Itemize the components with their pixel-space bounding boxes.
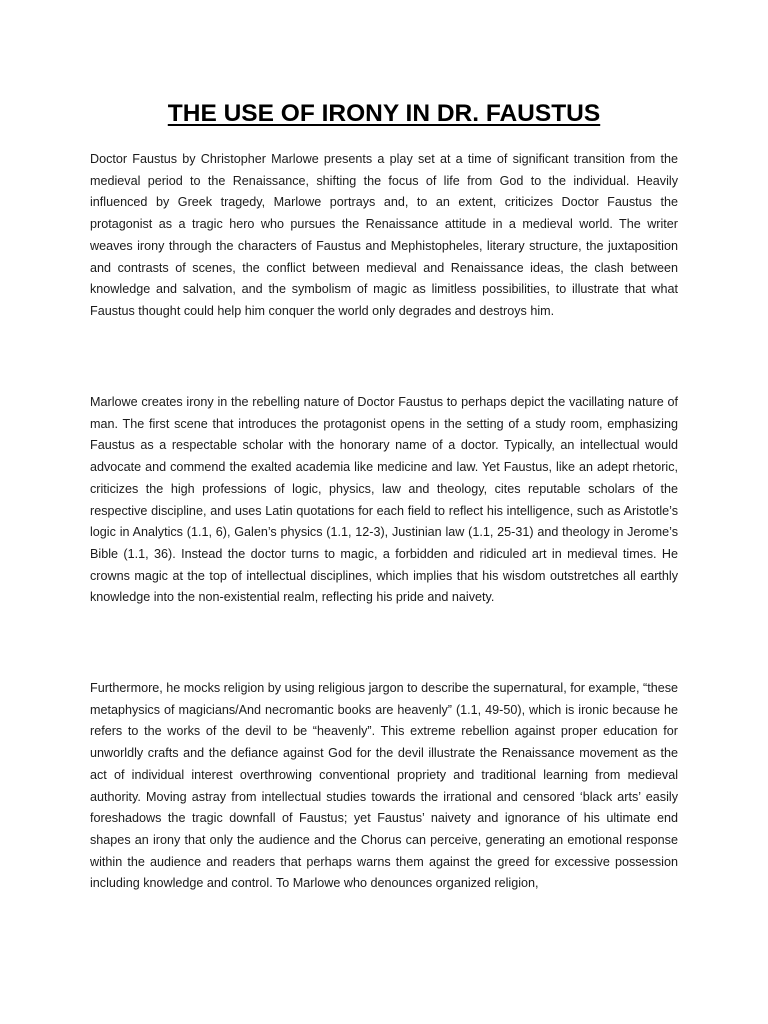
body-paragraph-1: Doctor Faustus by Christopher Marlowe presents a play set at a time of significant transition from the medieval period to the Renaissance, shifting the focus of life from God to the individual. Heavily influenced by Greek tragedy, Marlowe portrays and, to an extent, criticizes Doctor Faustus the protagonist as a tragic hero who pursues the Renaissance attitude in a medieval world. The writer weaves irony through the characters of Faustus and Mephistopheles, literary structure, the juxtaposition and contrasts of scenes, the conflict between medieval and Renaissance ideas, the clash between knowledge and salvation, and the symbolism of magic as limitless possibilities, to illustrate that what Faustus thought could help him conquer the world only degrades and destroys him. [90, 152, 678, 318]
body-paragraph-2: Marlowe creates irony in the rebelling nature of Doctor Faustus to perhaps depict the vacillating nature of man. The first scene that introduces the protagonist opens in the setting of a study room, emphasizing Faustus as a respectable scholar with the honorary name of a doctor. Typically, an intellectual would advocate and commend the exalted academia like medicine and law. Yet Faustus, like an adept rhetoric, criticizes the high professions of logic, physics, law and theology, cites reputable scholars of the respective discipline, and uses Latin quotations for each field to reflect his intelligence, such as Aristotle’s logic in Analytics (1.1, 6), Galen’s physics (1.1, 12-3), Justinian law (1.1, 25-31) and theology in Jerome’s Bible (1.1, 36). Instead the doctor turns to magic, a forbidden and ridiculed art in medieval times. He crowns magic at the top of intellectual disciplines, which implies that his wisdom outstretches all earthly knowledge into the non-existential realm, reflecting his pride and naivety. [90, 395, 678, 605]
document-title: THE USE OF IRONY IN DR. FAUSTUS [167, 100, 601, 127]
body-paragraph-3: Furthermore, he mocks religion by using religious jargon to describe the supernatural, for example, “these metaphysics of magicians/And necromantic books are heavenly” (1.1, 49-50), which is ironic because he refers to the works of the devil to be “heavenly”. This extreme rebellion against proper education for unworldly crafts and the defiance against God for the devil illustrate the Renaissance movement as the act of individual interest overthrowing conventional propriety and traditional learning from medieval authority. Moving astray from intellectual studies towards the irrational and censored ‘black arts’ easily foreshadows the tragic downfall of Faustus; yet Faustus’ naivety and ignorance of his ultimate end shapes an irony that only the audience and the Chorus can perceive, generating an emotional response within the audience and readers that perhaps warns them against the greed for excessive possession including knowledge and control. To Marlowe who denounces organized religion, [90, 681, 679, 891]
